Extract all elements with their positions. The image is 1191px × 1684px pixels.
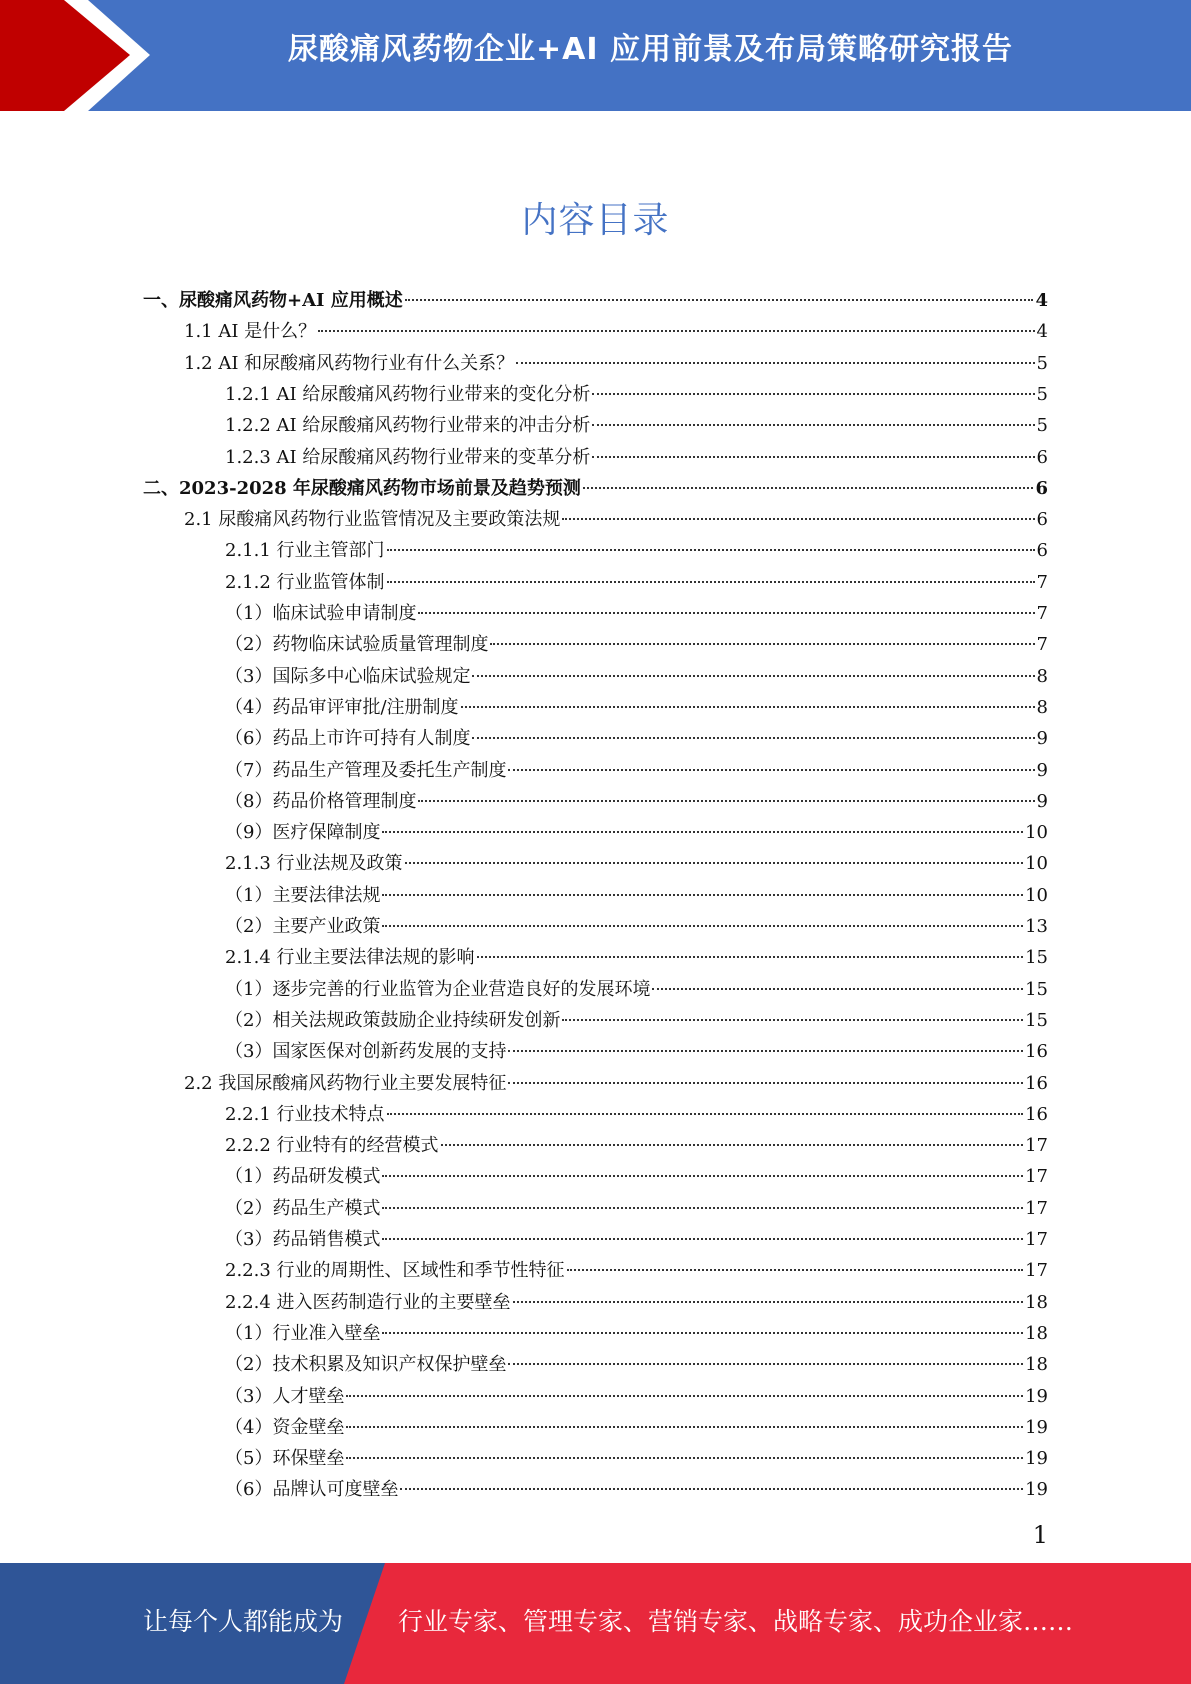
page-number: 1 bbox=[1032, 1521, 1048, 1549]
toc-entry[interactable] bbox=[225, 1255, 1048, 1286]
toc-entry-title: （6）品牌认可度壁垒 bbox=[225, 1479, 399, 1501]
toc-entry-title: （6）药品上市许可持有人制度 bbox=[225, 728, 471, 750]
toc-entry-title: （3）药品销售模式 bbox=[225, 1229, 381, 1250]
toc-entry[interactable] bbox=[225, 974, 1048, 1005]
toc-entry-page: 16 bbox=[1025, 1041, 1048, 1063]
toc-entry-title: （2）主要产业政策 bbox=[225, 916, 381, 937]
toc-entry[interactable] bbox=[225, 942, 1048, 973]
toc-entry-title: （2）技术积累及知识产权保护壁垒 bbox=[225, 1354, 507, 1376]
toc-entry[interactable] bbox=[225, 1130, 1048, 1161]
toc-dot-leader bbox=[441, 1144, 1024, 1146]
toc-entry[interactable] bbox=[225, 661, 1048, 692]
footer-roles: 行业专家、管理专家、营销专家、战略专家、成功企业家…… bbox=[398, 1607, 1074, 1636]
toc-entry[interactable] bbox=[225, 442, 1048, 473]
toc-entry[interactable] bbox=[184, 348, 1048, 379]
toc-entry-title: （2）相关法规政策鼓励企业持续研发创新 bbox=[225, 1009, 561, 1031]
toc-entry-title: （9）医疗保障制度 bbox=[225, 822, 381, 844]
toc-entry-page: 19 bbox=[1025, 1448, 1048, 1470]
toc-entry-page: 5 bbox=[1036, 383, 1048, 405]
toc-entry-page: 19 bbox=[1025, 1385, 1048, 1407]
toc-entry-page: 8 bbox=[1036, 696, 1048, 718]
toc-entry-page: 9 bbox=[1036, 790, 1048, 812]
toc-entry-title: （1）逐步完善的行业监管为企业营造良好的发展环境 bbox=[225, 978, 651, 1000]
header-banner bbox=[0, 0, 1191, 111]
toc-entry-title: 1.1 AI 是什么？ bbox=[184, 321, 317, 343]
toc-entry-page: 17 bbox=[1025, 1166, 1048, 1188]
toc-entry[interactable] bbox=[184, 316, 1048, 347]
toc-entry-title: （3）国家医保对创新药发展的支持 bbox=[225, 1041, 507, 1063]
toc-entry[interactable] bbox=[225, 567, 1048, 598]
toc-dot-leader bbox=[346, 1457, 1023, 1459]
toc-entry-page: 10 bbox=[1025, 853, 1048, 875]
toc-entry[interactable] bbox=[225, 755, 1048, 786]
toc-entry[interactable] bbox=[225, 1349, 1048, 1380]
toc-dot-leader bbox=[400, 1488, 1023, 1490]
toc-entry-title: （2）药品生产模式 bbox=[225, 1197, 381, 1219]
toc-entry-title: 2.1.1 行业主管部门 bbox=[225, 540, 385, 562]
toc-dot-leader bbox=[382, 894, 1023, 896]
toc-entry-page: 6 bbox=[1036, 540, 1048, 562]
toc-entry-page: 17 bbox=[1025, 1229, 1048, 1250]
toc-entry[interactable] bbox=[143, 473, 1048, 504]
toc-entry-title: （8）药品价格管理制度 bbox=[225, 790, 417, 812]
toc-entry-page: 19 bbox=[1025, 1479, 1048, 1501]
toc-entry-page: 5 bbox=[1036, 415, 1048, 437]
toc-dot-leader bbox=[382, 1207, 1023, 1209]
toc-entry-title: （1）临床试验申请制度 bbox=[225, 603, 417, 624]
toc-entry[interactable] bbox=[225, 1318, 1048, 1349]
toc-dot-leader bbox=[508, 769, 1034, 771]
toc-entry[interactable] bbox=[225, 1224, 1048, 1255]
toc-dot-leader bbox=[387, 581, 1035, 583]
toc-dot-leader bbox=[472, 675, 1034, 677]
toc-dot-leader bbox=[382, 925, 1023, 927]
toc-entry[interactable] bbox=[225, 1193, 1048, 1224]
toc-entry-page: 9 bbox=[1036, 728, 1048, 750]
toc-entry[interactable] bbox=[225, 1443, 1048, 1474]
toc-dot-leader bbox=[516, 362, 1034, 364]
toc-entry-title: 2.1.3 行业法规及政策 bbox=[225, 853, 403, 875]
toc-entry[interactable] bbox=[225, 1036, 1048, 1067]
toc-dot-leader bbox=[318, 330, 1034, 332]
toc-entry-title: （4）资金壁垒 bbox=[225, 1416, 345, 1438]
toc-dot-leader bbox=[472, 737, 1034, 739]
toc-entry[interactable] bbox=[225, 1161, 1048, 1192]
toc-dot-leader bbox=[562, 1019, 1023, 1021]
report-title: 尿酸痛风药物企业+AI 应用前景及布局策略研究报告 bbox=[288, 32, 1013, 67]
toc-entry[interactable] bbox=[225, 410, 1048, 441]
toc-entry-title: （5）环保壁垒 bbox=[225, 1448, 345, 1470]
toc-entry-page: 18 bbox=[1025, 1322, 1048, 1344]
toc-entry[interactable] bbox=[225, 723, 1048, 754]
toc-entry-page: 9 bbox=[1036, 759, 1048, 781]
toc-entry[interactable] bbox=[143, 285, 1048, 316]
toc-entry-page: 16 bbox=[1025, 1103, 1048, 1125]
toc-dot-leader bbox=[592, 424, 1034, 426]
toc-entry[interactable] bbox=[225, 880, 1048, 911]
toc-entry[interactable] bbox=[184, 1068, 1048, 1099]
toc-entry-title: 2.1 尿酸痛风药物行业监管情况及主要政策法规 bbox=[184, 509, 561, 531]
toc-entry-title: 1.2.2 AI 给尿酸痛风药物行业带来的冲击分析 bbox=[225, 415, 591, 437]
toc-entry-title: 2.2.2 行业特有的经营模式 bbox=[225, 1135, 439, 1157]
toc-entry[interactable] bbox=[225, 911, 1048, 942]
toc-entry[interactable] bbox=[225, 379, 1048, 410]
toc-entry-page: 10 bbox=[1025, 822, 1048, 844]
toc-entry-title: （2）药物临床试验质量管理制度 bbox=[225, 634, 489, 656]
toc-entry-page: 7 bbox=[1036, 603, 1048, 624]
toc-entry-title: 2.2.3 行业的周期性、区域性和季节性特征 bbox=[225, 1260, 565, 1282]
toc-dot-leader bbox=[382, 831, 1023, 833]
toc-entry-title: 1.2.1 AI 给尿酸痛风药物行业带来的变化分析 bbox=[225, 383, 591, 405]
toc-entry-title: （4）药品审评审批/注册制度 bbox=[225, 696, 459, 718]
toc-dot-leader bbox=[592, 456, 1034, 458]
toc-entry-page: 17 bbox=[1025, 1197, 1048, 1219]
toc-entry-page: 16 bbox=[1025, 1072, 1048, 1094]
toc-entry-page: 15 bbox=[1025, 947, 1048, 969]
toc-dot-leader bbox=[418, 800, 1034, 802]
toc-entry-title: 二、2023-2028 年尿酸痛风药物市场前景及趋势预测 bbox=[143, 477, 581, 499]
toc-entry-title: 1.2 AI 和尿酸痛风药物行业有什么关系？ bbox=[184, 352, 515, 374]
toc-dot-leader bbox=[387, 1113, 1024, 1115]
toc-heading: 内容目录 bbox=[521, 200, 670, 241]
toc-entry[interactable] bbox=[225, 1474, 1048, 1505]
toc-entry[interactable] bbox=[225, 1381, 1048, 1412]
toc-entry[interactable] bbox=[225, 1412, 1048, 1443]
toc-dot-leader bbox=[592, 393, 1034, 395]
toc-entry-title: 2.2.1 行业技术特点 bbox=[225, 1103, 385, 1125]
toc-entry[interactable] bbox=[225, 1099, 1048, 1130]
toc-dot-leader bbox=[490, 643, 1034, 645]
toc-entry[interactable] bbox=[184, 504, 1048, 535]
toc-entry[interactable] bbox=[225, 848, 1048, 879]
toc-entry-page: 7 bbox=[1036, 634, 1048, 656]
toc-entry[interactable] bbox=[225, 786, 1048, 817]
toc-entry-page: 5 bbox=[1036, 352, 1048, 374]
toc-entry[interactable] bbox=[225, 598, 1048, 629]
toc-dot-leader bbox=[567, 1269, 1024, 1271]
toc-dot-leader bbox=[583, 487, 1034, 489]
toc-entry-title: 2.2 我国尿酸痛风药物行业主要发展特征 bbox=[184, 1072, 507, 1094]
toc-dot-leader bbox=[513, 1301, 1024, 1303]
toc-dot-leader bbox=[346, 1395, 1023, 1397]
toc-entry[interactable] bbox=[225, 1005, 1048, 1036]
toc-dot-leader bbox=[562, 518, 1034, 520]
toc-entry-title: （1）主要法律法规 bbox=[225, 884, 381, 906]
toc-entry-page: 10 bbox=[1025, 884, 1048, 906]
toc-dot-leader bbox=[346, 1426, 1023, 1428]
toc-entry-title: 2.1.4 行业主要法律法规的影响 bbox=[225, 947, 475, 969]
toc-entry-title: （1）行业准入壁垒 bbox=[225, 1322, 381, 1344]
toc-entry-page: 15 bbox=[1025, 1009, 1048, 1031]
toc-entry-page: 17 bbox=[1025, 1135, 1048, 1157]
toc-entry[interactable] bbox=[225, 1287, 1048, 1318]
footer-slogan: 让每个人都能成为 bbox=[143, 1607, 344, 1636]
toc-dot-leader bbox=[382, 1332, 1023, 1334]
toc-dot-leader bbox=[382, 1238, 1023, 1240]
toc-entry-title: （1）药品研发模式 bbox=[225, 1166, 381, 1188]
toc-entry-title: 2.1.2 行业监管体制 bbox=[225, 571, 385, 593]
toc-entry[interactable] bbox=[225, 692, 1048, 723]
toc-entry-page: 15 bbox=[1025, 978, 1048, 1000]
toc-entry-page: 6 bbox=[1036, 509, 1048, 531]
toc-entry-page: 18 bbox=[1025, 1354, 1048, 1376]
toc-dot-leader bbox=[477, 956, 1024, 958]
toc-dot-leader bbox=[508, 1363, 1023, 1365]
toc-dot-leader bbox=[387, 549, 1035, 551]
toc-dot-leader bbox=[405, 862, 1024, 864]
toc-entry-title: （3）国际多中心临床试验规定 bbox=[225, 665, 471, 687]
toc-entry-title: 一、尿酸痛风药物+AI 应用概述 bbox=[143, 290, 403, 311]
toc-entry[interactable] bbox=[225, 817, 1048, 848]
toc-entry-page: 4 bbox=[1036, 321, 1048, 343]
toc-entry-title: 2.2.4 进入医药制造行业的主要壁垒 bbox=[225, 1291, 511, 1313]
toc-dot-leader bbox=[652, 988, 1023, 990]
toc-dot-leader bbox=[461, 706, 1035, 708]
toc-entry-title: （7）药品生产管理及委托生产制度 bbox=[225, 759, 507, 781]
toc-dot-leader bbox=[508, 1082, 1023, 1084]
toc-entry-page: 6 bbox=[1036, 446, 1048, 468]
toc-entry-page: 8 bbox=[1036, 665, 1048, 687]
toc-entry-page: 6 bbox=[1035, 477, 1048, 499]
toc-entry-title: 1.2.3 AI 给尿酸痛风药物行业带来的变革分析 bbox=[225, 446, 591, 468]
toc-dot-leader bbox=[418, 612, 1034, 614]
toc-entry-page: 18 bbox=[1025, 1291, 1048, 1313]
toc-entry[interactable] bbox=[225, 535, 1048, 566]
toc-entry-page: 19 bbox=[1025, 1416, 1048, 1438]
toc-dot-leader bbox=[508, 1050, 1023, 1052]
toc-entry-page: 17 bbox=[1025, 1260, 1048, 1282]
toc-entry-title: （3）人才壁垒 bbox=[225, 1385, 345, 1407]
toc-dot-leader bbox=[405, 299, 1034, 301]
toc-entry-page: 13 bbox=[1025, 916, 1048, 937]
toc-dot-leader bbox=[382, 1175, 1023, 1177]
toc-entry-page: 7 bbox=[1036, 571, 1048, 593]
toc-entry-page: 4 bbox=[1035, 290, 1048, 311]
toc-entry[interactable] bbox=[225, 629, 1048, 660]
